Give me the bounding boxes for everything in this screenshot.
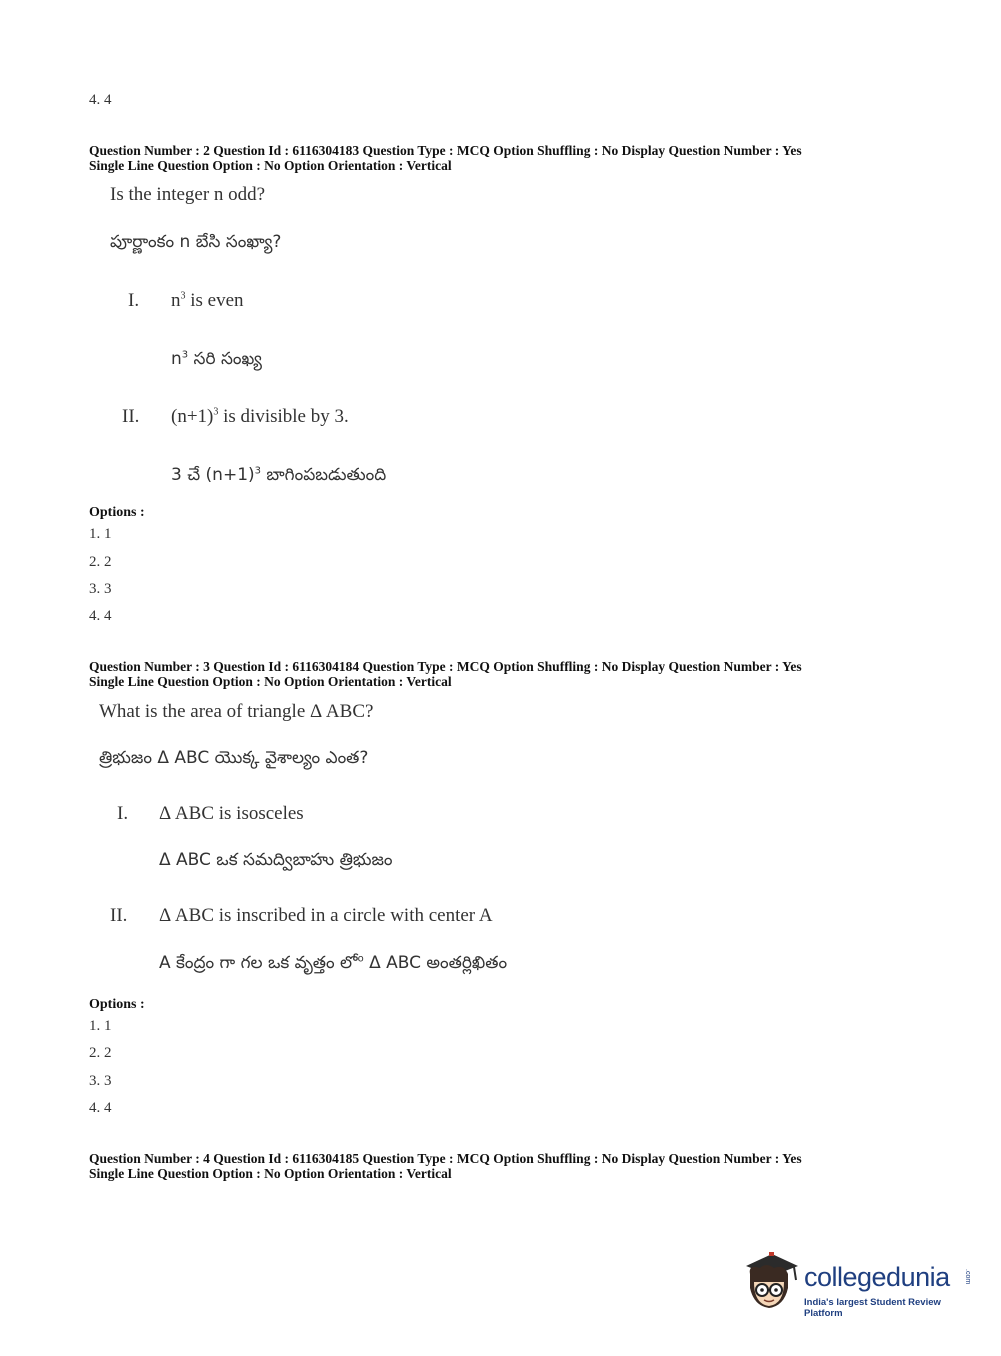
option-number: 2. — [89, 554, 101, 570]
statement-numeral: II. — [110, 905, 128, 926]
logo-tagline: India's largest Student Review Platform — [804, 1297, 941, 1319]
question-2-text-en: Is the integer n odd? — [110, 184, 266, 205]
option-value: 4 — [104, 92, 112, 108]
statement-1-te: Δ ABC ఒక సమద్విబాహు త్రిభుజం — [159, 850, 393, 870]
option-value: 1 — [104, 526, 112, 542]
statement-2-en: $(n+1)^3$ is divisible by 3. — [171, 406, 349, 427]
question-3-text-en: What is the area of triangle Δ ABC? — [99, 701, 374, 722]
option-number: 3. — [89, 581, 101, 597]
option-item — [89, 554, 112, 571]
option-value: 3 — [104, 1073, 112, 1089]
option-value: 4 — [104, 1100, 112, 1116]
option-item — [89, 526, 112, 543]
option-value: 2 — [104, 554, 112, 570]
option-item — [89, 1045, 112, 1062]
option-item — [89, 1100, 112, 1117]
question-2-header — [89, 143, 802, 173]
options-label: Options : — [89, 997, 145, 1012]
logo-wordmark: collegedunia — [804, 1262, 950, 1292]
question-3-header — [89, 659, 802, 689]
statement-numeral: I. — [128, 290, 140, 311]
statement-2-en: Δ ABC is inscribed in a circle with center A — [159, 905, 493, 926]
option-number: 4. — [89, 92, 101, 108]
options-label: Options : — [89, 505, 145, 520]
question-4-header-line-2: Single Line Question Option : No Option Orientation : Vertical — [89, 1166, 452, 1181]
option-number: 4. — [89, 1100, 101, 1116]
question-3-header-line-1: Question Number : 3 Question Id : 6116304184 Question Type : MCQ Option Shuffling : No Display Question Number : Yes — [89, 659, 802, 674]
statement-numeral: II. — [122, 406, 140, 427]
option-value: 2 — [104, 1045, 112, 1061]
question-2-header-line-1: Question Number : 2 Question Id : 6116304183 Question Type : MCQ Option Shuffling : No Display Question Number : Yes — [89, 143, 802, 158]
option-item — [89, 608, 112, 625]
collegedunia-logo — [742, 1248, 972, 1320]
question-4-header-line-1: Question Number : 4 Question Id : 6116304185 Question Type : MCQ Option Shuffling : No Display Question Number : Yes — [89, 1151, 802, 1166]
question-3-header-line-2: Single Line Question Option : No Option Orientation : Vertical — [89, 674, 452, 689]
option-item — [89, 581, 112, 598]
mascot-icon — [742, 1248, 802, 1320]
question-3-text-te: త్రిభుజం Δ ABC యొక్క వైశాల్యం ఎంత? — [99, 748, 369, 768]
question-2-text-te: పూర్ణాంకం n బేసి సంఖ్యా? — [110, 232, 282, 252]
option-item — [89, 92, 112, 109]
statement-2-te: A కేంద్రం గా గల ఒక వృత్తం లో$^o$ Δ ABC అంతర్లిఖితం — [159, 953, 508, 973]
statement-1-te: $n^3$ సరి సంఖ్య — [171, 349, 262, 369]
question-4-header — [89, 1151, 802, 1181]
statement-2-te: 3 చే $(n+1)^3$ బాగింపబడుతుంది — [171, 465, 387, 485]
option-number: 2. — [89, 1045, 101, 1061]
statement-numeral: I. — [117, 803, 129, 824]
option-value: 1 — [104, 1018, 112, 1034]
option-number: 1. — [89, 526, 101, 542]
question-2-header-line-2: Single Line Question Option : No Option Orientation : Vertical — [89, 158, 452, 173]
option-number: 4. — [89, 608, 101, 624]
statement-1-en: $n^3$ is even — [171, 290, 244, 311]
logo-dotcom: .com — [964, 1269, 971, 1285]
option-item — [89, 1018, 112, 1035]
option-number: 1. — [89, 1018, 101, 1034]
statement-1-en: Δ ABC is isosceles — [159, 803, 304, 824]
option-item — [89, 1073, 112, 1090]
option-number: 3. — [89, 1073, 101, 1089]
option-value: 3 — [104, 581, 112, 597]
option-value: 4 — [104, 608, 112, 624]
